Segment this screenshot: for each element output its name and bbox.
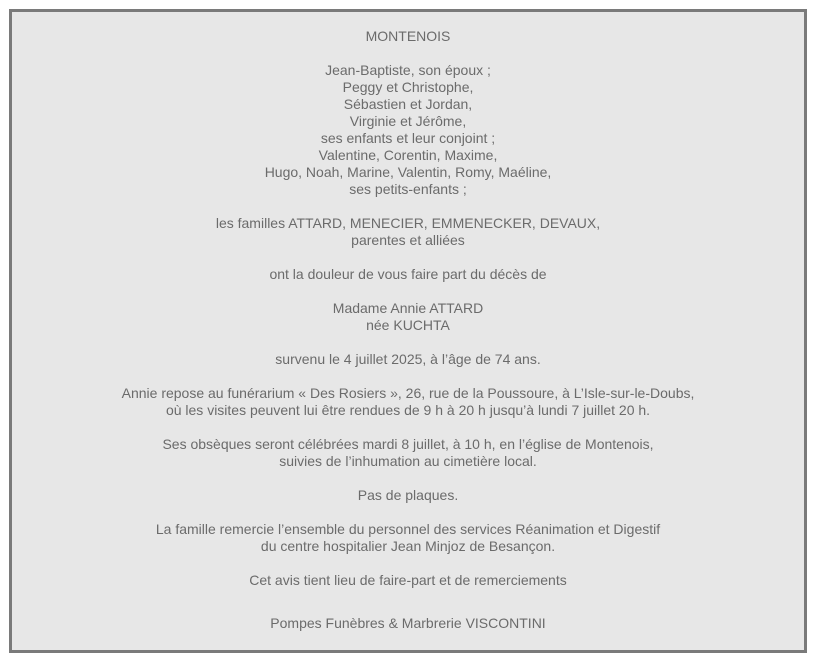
rest-line: où les visites peuvent lui être rendues de 9 h à 20 h jusqu’à lundi 7 juillet 20 h.: [165, 402, 651, 418]
family-line: ses petits-enfants ;: [349, 181, 467, 197]
thanks-line: du centre hospitalier Jean Minjoz de Besançon.: [260, 538, 556, 554]
family-line: Peggy et Christophe,: [342, 79, 474, 95]
family-line: Hugo, Noah, Marine, Valentin, Romy, Maéline,: [264, 164, 552, 180]
rest-block: [12, 385, 804, 419]
family-line: Virginie et Jérôme,: [349, 113, 467, 129]
closing-block: [12, 572, 804, 589]
town-name: MONTENOIS: [365, 28, 451, 44]
deceased-name: Madame Annie ATTARD: [332, 300, 484, 316]
rest-line: Annie repose au funérarium « Des Rosiers », 26, rue de la Poussoure, à L’Isle-sur-le-Doubs,: [121, 385, 695, 401]
thanks-line: La famille remercie l’ensemble du personnel des services Réanimation et Digestif: [155, 521, 661, 537]
family-line: ses enfants et leur conjoint ;: [320, 130, 496, 146]
funeral-home-block: [12, 615, 804, 632]
families-line: parentes et alliées: [351, 232, 465, 248]
funeral-block: [12, 436, 804, 470]
announcement-block: [12, 266, 804, 283]
death-info-block: [12, 351, 804, 368]
family-block: [12, 62, 804, 198]
funeral-line: Ses obsèques seront célébrées mardi 8 juillet, à 10 h, en l’église de Montenois,: [162, 436, 654, 452]
town-block: [12, 28, 804, 45]
notice-content: [12, 28, 804, 649]
deceased-block: [12, 300, 804, 334]
obituary-notice: [9, 9, 807, 653]
family-line: Sébastien et Jordan,: [343, 96, 473, 112]
family-line: Valentine, Corentin, Maxime,: [318, 147, 498, 163]
closing-text: Cet avis tient lieu de faire-part et de remerciements: [249, 572, 567, 588]
family-line: Jean-Baptiste, son époux ;: [325, 62, 491, 78]
families-line: les familles ATTARD, MENECIER, EMMENECKER, DEVAUX,: [215, 215, 601, 231]
announcement-text: ont la douleur de vous faire part du décès de: [269, 266, 547, 282]
deceased-maiden-name: née KUCHTA: [366, 317, 450, 333]
death-info-text: survenu le 4 juillet 2025, à l’âge de 74 ans.: [275, 351, 541, 367]
families-block: [12, 215, 804, 249]
thanks-block: [12, 521, 804, 555]
funeral-line: suivies de l’inhumation au cimetière local.: [279, 453, 537, 469]
no-plaques-block: [12, 487, 804, 504]
funeral-home-name: Pompes Funèbres & Marbrerie VISCONTINI: [270, 615, 546, 631]
no-plaques-text: Pas de plaques.: [357, 487, 459, 503]
